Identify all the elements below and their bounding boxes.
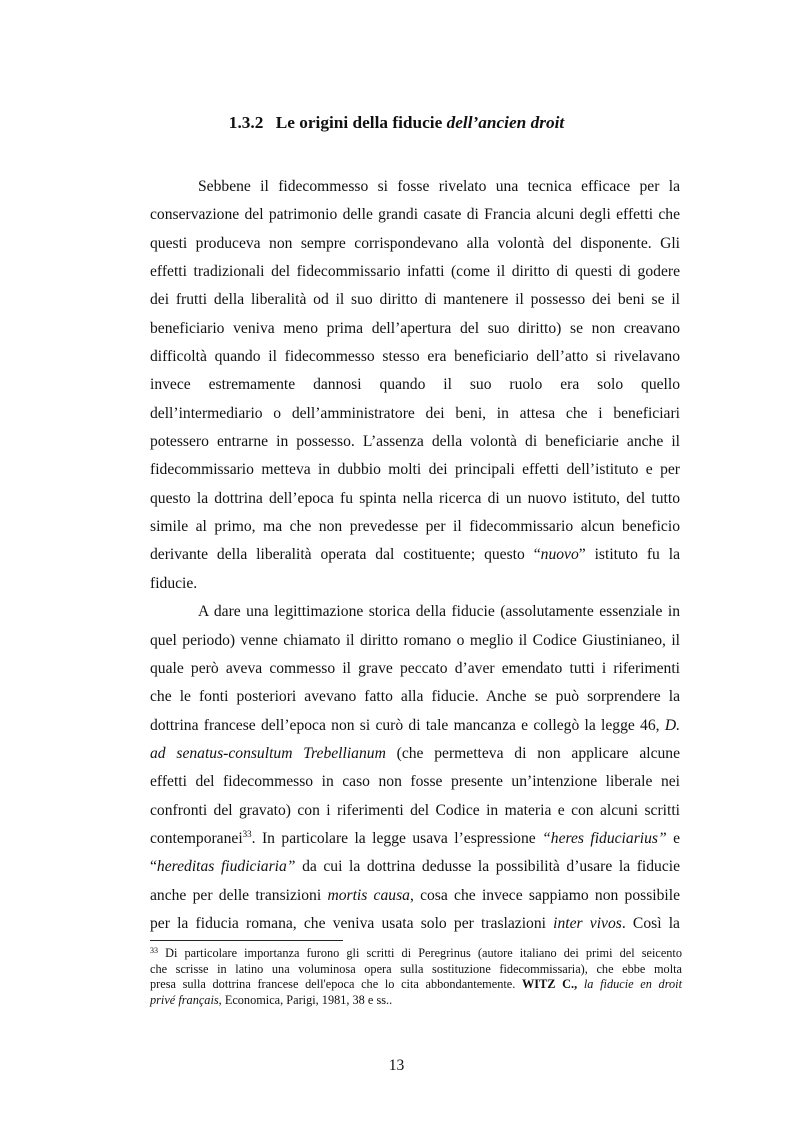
italic-term: ad senatus-consultum Trebellianum bbox=[150, 744, 386, 762]
footnote-marker: 33 bbox=[150, 946, 158, 955]
footnote-reference[interactable]: 33 bbox=[242, 828, 252, 839]
footnote-line bbox=[150, 946, 682, 962]
text-segment: “ bbox=[150, 858, 157, 876]
section-number: 1.3.2 bbox=[228, 113, 264, 132]
italic-term: mortis causa bbox=[327, 886, 410, 904]
italic-term: “heres fiduciarius” bbox=[542, 829, 667, 847]
footnote-author: WITZ C., bbox=[521, 977, 578, 991]
paragraph-1 bbox=[150, 173, 680, 598]
text-segment: . Così la bbox=[621, 914, 680, 932]
footnote-separator bbox=[150, 940, 343, 941]
text-line: questi produceva non sempre corrispondevano alla volontà del disponente. Gli bbox=[150, 234, 680, 252]
text-line: simile al primo, ma che non prevedesse per il fidecommissario alcun beneficio bbox=[150, 518, 680, 536]
footnote-line: che scrisse in latino una voluminosa opera sulla sostituzione fidecommissaria), che ebbe molta bbox=[150, 961, 682, 976]
text-line bbox=[150, 910, 680, 938]
text-line: fiducie. bbox=[150, 574, 198, 592]
text-line: effetti del fidecommesso in caso non fosse presente un’intenzione liberale nei bbox=[150, 773, 680, 791]
italic-term: hereditas fiudiciaria” bbox=[156, 858, 296, 876]
text-segment: anche per delle transizioni bbox=[150, 886, 322, 904]
page-number: 13 bbox=[388, 1057, 405, 1074]
footnote-line bbox=[150, 977, 682, 993]
italic-term: nuovo bbox=[540, 546, 579, 564]
section-title-italic: dell’ancien droit bbox=[446, 113, 565, 132]
text-line bbox=[150, 740, 680, 768]
text-segment: da cui la dottrina dedusse la possibilità d’usare la fiducie bbox=[302, 858, 680, 876]
text-line: quale però aveva commesso il grave peccato d’aver emendato tutti i riferimenti bbox=[150, 659, 680, 677]
text-line: questo la dottrina dell’epoca fu spinta nella ricerca di un nuovo istituto, del tutto bbox=[150, 489, 680, 507]
text-segment: ” istituto fu la bbox=[578, 546, 681, 564]
paragraph-2 bbox=[150, 598, 680, 938]
text-line: fidecommissario metteva in dubbio molti dei principali effetti dell’istituto e per bbox=[150, 461, 680, 479]
footnote bbox=[150, 946, 682, 1008]
text-line: confronti del gravato) con i riferimenti del Codice in materia e con alcuni scritti bbox=[150, 801, 680, 819]
body-text bbox=[150, 173, 680, 938]
text-segment: dottrina francese dell’epoca non si curò di tale mancanza e collegò la legge 46, bbox=[150, 716, 660, 734]
text-line bbox=[150, 882, 680, 910]
text-line bbox=[150, 541, 680, 569]
text-segment: (che permetteva di non applicare alcune bbox=[396, 744, 681, 762]
footnote-title: privé français, bbox=[150, 992, 222, 1007]
text-line: quel periodo) venne chiamato il diritto romano o meglio il Codice Giustinianeo, il bbox=[150, 631, 680, 649]
italic-term: inter vivos bbox=[553, 914, 622, 932]
text-line: dell’intermediario o dell’amministratore dei beni, in attesa che i beneficiari bbox=[150, 404, 680, 422]
section-title: Le origini della fiducie bbox=[275, 113, 443, 132]
text-line bbox=[150, 712, 680, 740]
text-segment: . In particolare la legge usava l’espressione bbox=[251, 829, 536, 847]
text-line: A dare una legittimazione storica della fiducie (assolutamente essenziale in bbox=[198, 603, 680, 621]
footnote-line bbox=[150, 993, 682, 1009]
text-line bbox=[150, 853, 680, 881]
text-segment: derivante della liberalità operata dal costituente; questo “ bbox=[150, 546, 541, 564]
section-heading bbox=[0, 113, 793, 133]
text-segment: , cosa che invece sappiamo non possibile bbox=[409, 886, 681, 904]
text-line: che le fonti posteriori avevano fatto alla fiducie. Anche se può sorprendere la bbox=[150, 688, 680, 706]
text-line: effetti tradizionali del fidecommissario infatti (come il diritto di questi di godere bbox=[150, 263, 680, 281]
text-segment: per la fiducia romana, che veniva usata solo per traslazioni bbox=[150, 914, 546, 932]
text-line bbox=[150, 825, 680, 853]
footnote-title: la fiducie en droit bbox=[583, 977, 682, 991]
footnote-text: Economica, Parigi, 1981, 38 e ss.. bbox=[224, 992, 393, 1007]
italic-term: D. bbox=[664, 716, 680, 734]
text-line: potessero entrarne in possesso. L’assenza della volontà di beneficiarie anche il bbox=[150, 433, 680, 451]
footnote-text: presa sulla dottrina francese dell'epoca che lo cita abbondantemente. bbox=[150, 977, 516, 991]
text-line: beneficiario veniva meno prima dell’apertura del suo diritto) se non creavano bbox=[150, 319, 680, 337]
text-line: dei frutti della liberalità od il suo diritto di mantenere il possesso dei beni se il bbox=[150, 291, 680, 309]
text-line: Sebbene il fidecommesso si fosse rivelato una tecnica efficace per la bbox=[198, 178, 680, 195]
text-segment: e bbox=[673, 829, 680, 847]
text-segment: contemporanei bbox=[150, 829, 243, 847]
text-line: conservazione del patrimonio delle grandi casate di Francia alcuni degli effetti che bbox=[150, 206, 680, 224]
text-line: invece estremamente dannosi quando il suo ruolo era solo quello bbox=[150, 376, 680, 394]
text-line: difficoltà quando il fidecommesso stesso era beneficiario dell’atto si rivelavano bbox=[150, 348, 680, 366]
footnote-text: Di particolare importanza furono gli scritti di Peregrinus (autore italiano dei primi del seicento bbox=[165, 946, 682, 960]
